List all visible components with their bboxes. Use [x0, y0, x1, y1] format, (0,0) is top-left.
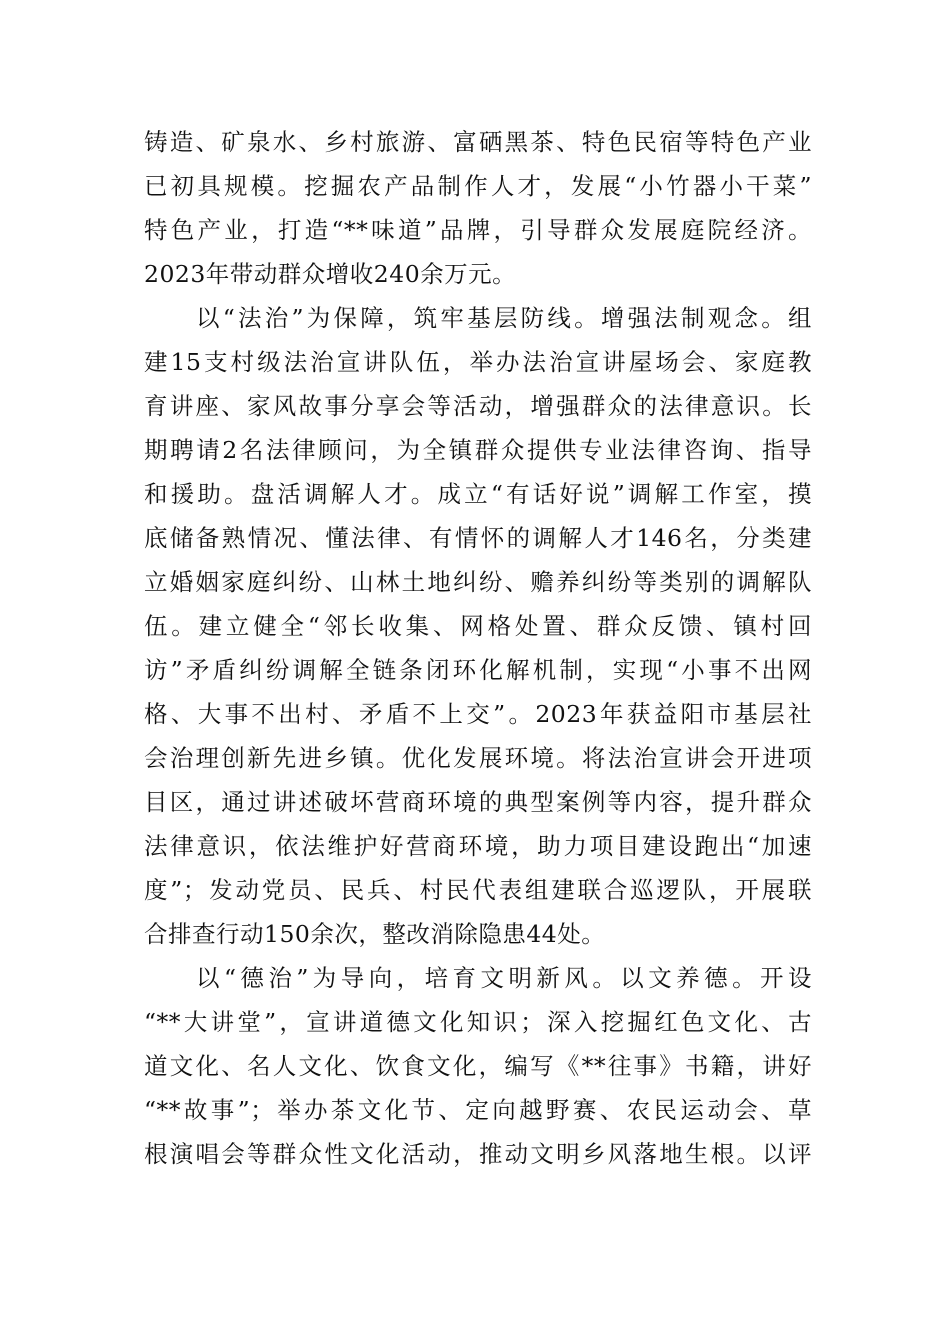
text-line: 法律意识，依法维护好营商环境，助力项目建设跑出“加速 — [144, 832, 812, 860]
text-line: 特色产业，打造“**味道”品牌，引导群众发展庭院经济。 — [144, 216, 812, 244]
text-line: 会治理创新先进乡镇。优化发展环境。将法治宣讲会开进项 — [144, 744, 812, 772]
text-line: “**故事”；举办茶文化节、定向越野赛、农民运动会、草 — [144, 1096, 812, 1124]
body-text — [144, 120, 812, 1176]
text-line: 和援助。盘活调解人才。成立“有话好说”调解工作室，摸 — [144, 480, 812, 508]
paragraph-first-line: 以“法治”为保障，筑牢基层防线。增强法制观念。组 — [196, 304, 812, 332]
text-line: “**大讲堂”，宣讲道德文化知识；深入挖掘红色文化、古 — [144, 1008, 812, 1036]
text-line: 建15支村级法治宣讲队伍，举办法治宣讲屋场会、家庭教 — [144, 348, 812, 376]
text-line: 道文化、名人文化、饮食文化，编写《**往事》书籍，讲好 — [144, 1052, 812, 1080]
text-line: 育讲座、家风故事分享会等活动，增强群众的法律意识。长 — [144, 392, 812, 420]
text-line: 合排查行动150余次，整改消除隐患44处。 — [144, 920, 606, 948]
text-line: 底储备熟情况、懂法律、有情怀的调解人才146名，分类建 — [144, 524, 812, 552]
text-line: 期聘请2名法律顾问，为全镇群众提供专业法律咨询、指导 — [144, 436, 812, 464]
text-line: 格、大事不出村、矛盾不上交”。2023年获益阳市基层社 — [144, 700, 812, 728]
text-line: 根演唱会等群众性文化活动，推动文明乡风落地生根。以评 — [144, 1140, 812, 1168]
text-line: 铸造、矿泉水、乡村旅游、富硒黑茶、特色民宿等特色产业 — [144, 128, 812, 156]
text-line: 度”；发动党员、民兵、村民代表组建联合巡逻队，开展联 — [144, 876, 812, 904]
text-line: 立婚姻家庭纠纷、山林土地纠纷、赡养纠纷等类别的调解队 — [144, 568, 812, 596]
text-line: 伍。建立健全“邻长收集、网格处置、群众反馈、镇村回 — [144, 612, 812, 640]
text-line: 访”矛盾纠纷调解全链条闭环化解机制，实现“小事不出网 — [144, 656, 812, 684]
text-line: 2023年带动群众增收240余万元。 — [144, 260, 517, 288]
text-line: 目区，通过讲述破坏营商环境的典型案例等内容，提升群众 — [144, 788, 812, 816]
text-line: 已初具规模。挖掘农产品制作人才，发展“小竹器小干菜” — [144, 172, 812, 200]
paragraph-first-line: 以“德治”为导向，培育文明新风。以文养德。开设 — [196, 964, 812, 992]
